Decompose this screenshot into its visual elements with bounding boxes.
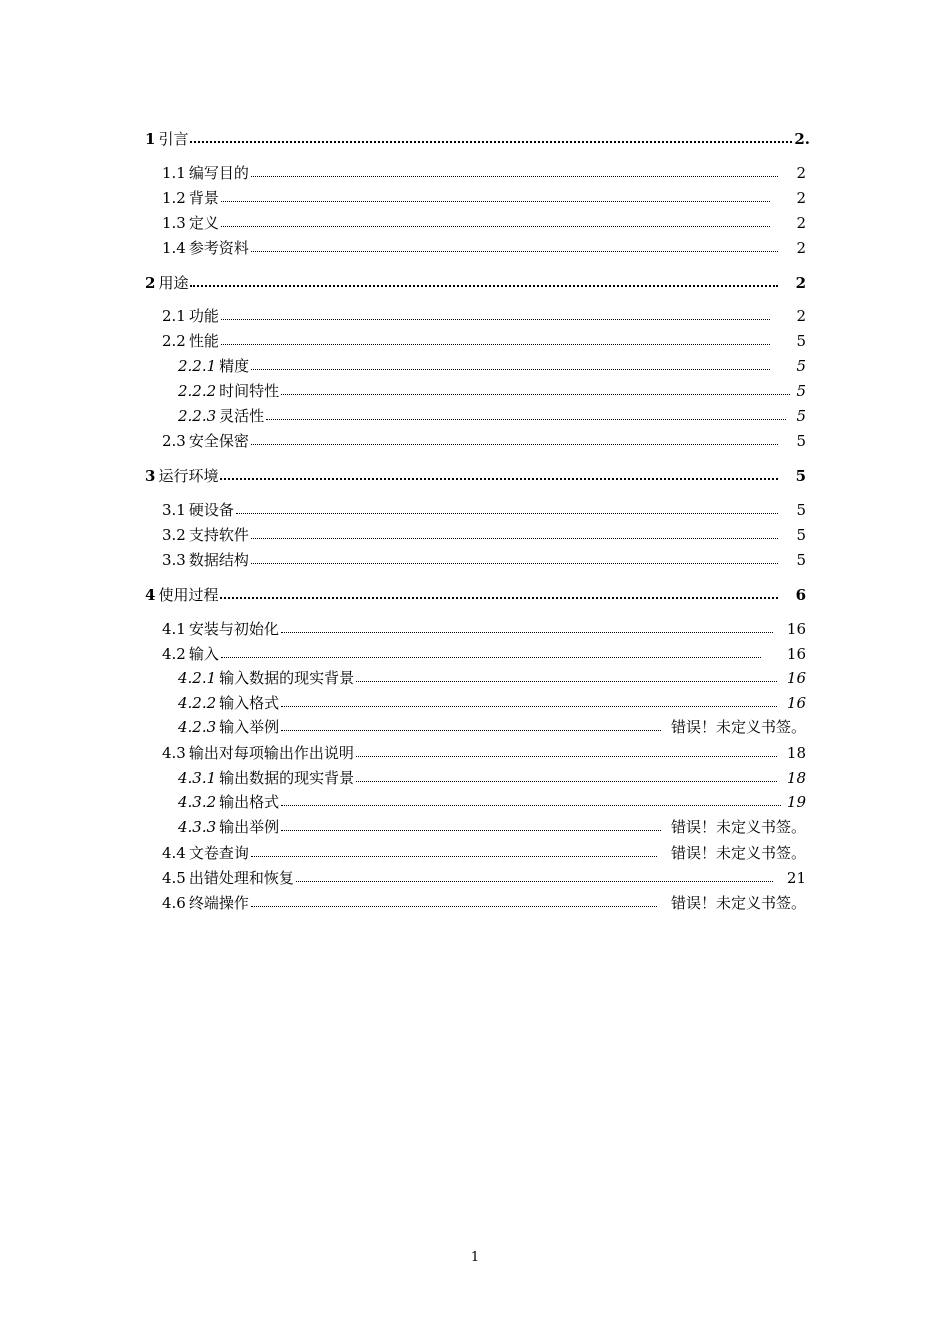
toc-entry-page: 5 (796, 357, 806, 375)
toc-entry-page: 错误！未定义书签。 (670, 894, 806, 912)
toc-entry-number: 3.2 (162, 526, 186, 544)
leader-dots (296, 867, 773, 882)
toc-entry[interactable] (178, 406, 806, 426)
toc-entry-page: 5 (795, 467, 806, 485)
toc-entry-page: 6 (795, 586, 806, 604)
toc-entry-number: 4.2.3 (178, 718, 217, 736)
leader-dots (356, 742, 777, 757)
toc-entry-title: 安装与初始化 (188, 620, 279, 638)
toc-entry-number: 1.1 (162, 164, 186, 182)
toc-entry-title: 灵活性 (219, 407, 265, 425)
toc-entry[interactable] (162, 331, 806, 351)
toc-entry-number: 2.2.2 (178, 382, 217, 400)
toc-entry-number: 4.1 (162, 620, 186, 638)
toc-entry[interactable] (178, 817, 806, 837)
toc-entry-number: 4.4 (162, 844, 186, 862)
toc-entry-number: 4.5 (162, 869, 186, 887)
toc-entry-number: 2.2.1 (178, 357, 217, 375)
toc-entry-page: 5 (796, 551, 806, 569)
toc-entry-page: 2 (795, 274, 806, 292)
toc-entry-page: 18 (786, 744, 806, 762)
toc-entry-page: 5 (796, 332, 806, 350)
toc-entry[interactable] (162, 163, 806, 183)
toc-entry-page: 16 (786, 669, 806, 687)
leader-dots (281, 791, 781, 806)
toc-entry-number: 2.3 (162, 432, 186, 450)
toc-entry-page: 5 (796, 432, 806, 450)
toc-entry-title: 参考资料 (188, 239, 249, 257)
leader-dots (251, 355, 770, 370)
toc-entry-page: 5 (796, 407, 806, 425)
leader-dots (251, 524, 779, 539)
toc-entry-title: 支持软件 (188, 526, 249, 544)
toc-entry-number: 4 (145, 586, 156, 604)
leader-dots (236, 499, 779, 514)
toc-entry[interactable] (145, 128, 810, 149)
toc-entry-title: 输出举例 (219, 818, 280, 836)
toc-entry[interactable] (162, 213, 806, 233)
toc-entry[interactable] (145, 272, 806, 293)
toc-entry-title: 终端操作 (188, 894, 249, 912)
toc-entry-title: 输入数据的现实背景 (219, 669, 355, 687)
leader-dots (220, 464, 777, 480)
toc-entry-title: 输出数据的现实背景 (219, 769, 355, 787)
leader-dots (251, 162, 779, 177)
toc-entry-title: 安全保密 (188, 432, 249, 450)
toc-entry-title: 硬设备 (188, 501, 234, 519)
toc-entry[interactable] (178, 693, 806, 713)
leader-dots (251, 549, 779, 564)
toc-entry[interactable] (178, 356, 806, 376)
toc-entry-number: 1.2 (162, 189, 186, 207)
leader-dots (281, 716, 661, 731)
toc-entry-number: 4.6 (162, 894, 186, 912)
toc-entry-title: 编写目的 (188, 164, 249, 182)
leader-dots (356, 667, 777, 682)
toc-entry-page: 18 (786, 769, 806, 787)
toc-entry-title: 引言 (158, 130, 189, 148)
toc-entry-title: 输入 (188, 645, 219, 663)
toc-entry[interactable] (162, 743, 806, 763)
toc-entry-page: 2 (796, 189, 806, 207)
leader-dots (251, 430, 779, 445)
toc-entry-page: 5 (796, 526, 806, 544)
toc-entry[interactable] (178, 668, 806, 688)
toc-entry-number: 4.3 (162, 744, 186, 762)
leader-dots (221, 187, 771, 202)
toc-entry-title: 输入格式 (219, 694, 280, 712)
toc-entry-page: 错误！未定义书签。 (670, 818, 806, 836)
leader-dots (221, 305, 771, 320)
leader-dots (281, 380, 790, 395)
toc-entry-number: 4.3.1 (178, 769, 217, 787)
leader-dots (251, 237, 779, 252)
leader-dots (281, 692, 777, 707)
toc-entry[interactable] (162, 619, 806, 639)
toc-entry-title: 时间特性 (219, 382, 280, 400)
toc-entry[interactable] (162, 306, 806, 326)
leader-dots (251, 842, 657, 857)
toc-entry-title: 定义 (188, 214, 219, 232)
toc-entry-title: 运行环境 (158, 467, 219, 485)
toc-entry-title: 出错处理和恢复 (188, 869, 294, 887)
toc-entry-page: 5 (796, 382, 806, 400)
toc-entry-title: 输出格式 (219, 793, 280, 811)
leader-dots (281, 816, 661, 831)
toc-entry-number: 3.1 (162, 501, 186, 519)
toc-entry-page: 5 (796, 501, 806, 519)
toc-entry-title: 输入举例 (219, 718, 280, 736)
toc-entry-number: 2.1 (162, 307, 186, 325)
toc-entry-number: 4.2.1 (178, 669, 217, 687)
leader-dots (220, 583, 777, 599)
toc-entry[interactable] (178, 717, 806, 737)
toc-entry-page: 2 (796, 164, 806, 182)
toc-entry-number: 2 (145, 274, 156, 292)
toc-entry-page: 错误！未定义书签。 (670, 844, 806, 862)
toc-entry-title: 文卷查询 (188, 844, 249, 862)
toc-entry-title: 功能 (188, 307, 219, 325)
toc-entry-number: 3 (145, 467, 156, 485)
toc-entry-page: 19 (786, 793, 806, 811)
toc-entry-title: 使用过程 (158, 586, 219, 604)
toc-entry-page: 2 (796, 307, 806, 325)
toc-entry-page: 2. (794, 130, 810, 148)
toc-entry[interactable] (178, 768, 806, 788)
leader-dots (190, 271, 777, 287)
toc-entry[interactable] (162, 893, 806, 913)
toc-entry[interactable] (178, 792, 806, 812)
toc-entry-page: 21 (786, 869, 806, 887)
toc-entry-number: 4.2 (162, 645, 186, 663)
toc-entry[interactable] (145, 465, 806, 486)
leader-dots (221, 330, 771, 345)
toc-entry[interactable] (162, 500, 806, 520)
leader-dots (190, 127, 792, 143)
toc-entry-number: 4.3.2 (178, 793, 217, 811)
toc-entry[interactable] (162, 525, 806, 545)
toc-entry-title: 输出对每项输出作出说明 (188, 744, 354, 762)
toc-entry-number: 2.2 (162, 332, 186, 350)
toc-entry-number: 1 (145, 130, 156, 148)
toc-entry-number: 4.3.3 (178, 818, 217, 836)
leader-dots (221, 643, 761, 658)
toc-entry-number: 1.3 (162, 214, 186, 232)
toc-entry-title: 数据结构 (188, 551, 249, 569)
leader-dots (221, 212, 771, 227)
toc-entry[interactable] (178, 381, 806, 401)
toc-entry-title: 背景 (188, 189, 219, 207)
toc-entry[interactable] (162, 550, 806, 570)
toc-entry[interactable] (162, 644, 806, 664)
toc-entry-page: 16 (786, 645, 806, 663)
toc-entry-page: 16 (786, 694, 806, 712)
toc-entry-page: 2 (796, 239, 806, 257)
toc-entry-number: 3.3 (162, 551, 186, 569)
toc-entry-number: 1.4 (162, 239, 186, 257)
toc-entry[interactable] (162, 238, 806, 258)
toc-entry[interactable] (162, 868, 806, 888)
leader-dots (266, 405, 786, 420)
toc-entry-title: 性能 (188, 332, 219, 350)
leader-dots (356, 767, 777, 782)
toc-entry-page: 错误！未定义书签。 (670, 718, 806, 736)
page-number-footer: 1 (470, 1250, 480, 1265)
toc-entry-number: 4.2.2 (178, 694, 217, 712)
toc-entry[interactable] (162, 843, 806, 863)
toc-entry-page: 2 (796, 214, 806, 232)
toc-entry[interactable] (162, 431, 806, 451)
leader-dots (281, 618, 773, 633)
toc-entry[interactable] (145, 584, 806, 605)
toc-entry-title: 精度 (219, 357, 250, 375)
toc-entry-number: 2.2.3 (178, 407, 217, 425)
toc-entry[interactable] (162, 188, 806, 208)
toc-entry-page: 16 (786, 620, 806, 638)
leader-dots (251, 892, 657, 907)
toc-entry-title: 用途 (158, 274, 189, 292)
